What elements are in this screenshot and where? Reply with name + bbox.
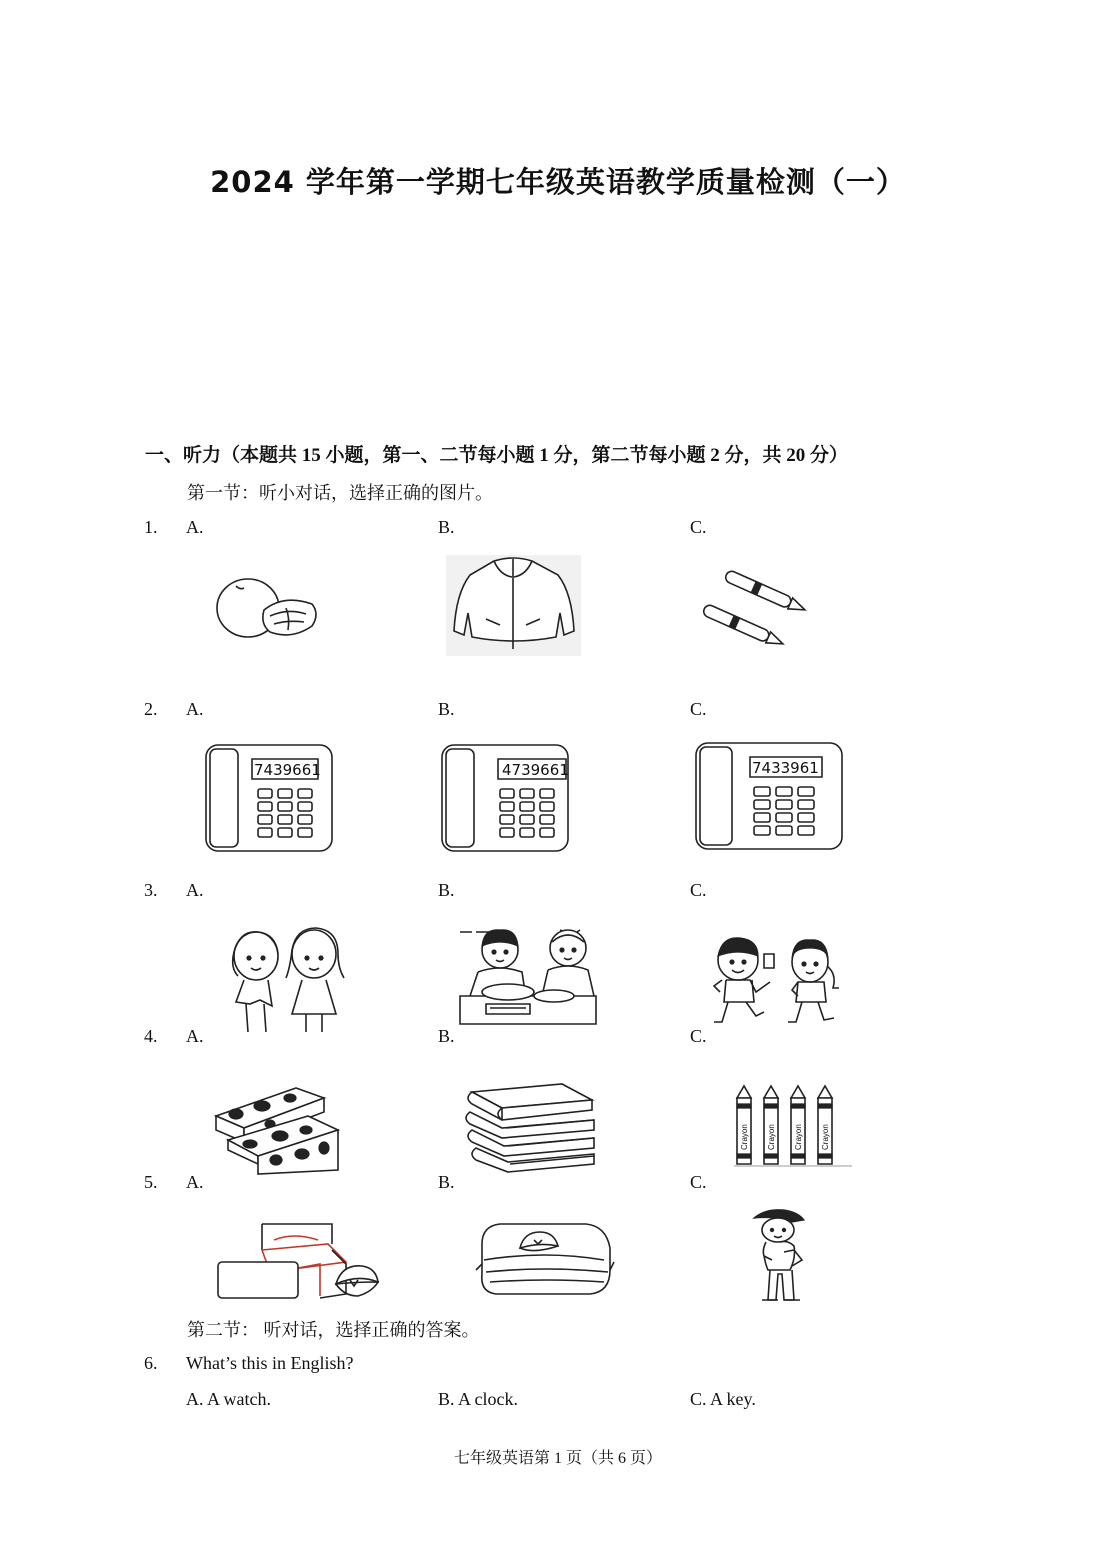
option-label-c: C. — [690, 880, 707, 900]
section-heading: 一、听力（本题共 15 小题，第一、二节每小题 1 分，第二节每小题 2 分，共 20 分） — [145, 445, 849, 466]
two-girls-picture — [220, 926, 348, 1034]
option-label-b: B. — [438, 1172, 455, 1192]
boy-with-cap-picture — [748, 1206, 812, 1304]
question-number: 1. — [144, 517, 158, 537]
option-label-c: C. — [690, 517, 707, 537]
option-label-a: A. — [186, 1172, 204, 1192]
answer-option-b[interactable]: B. A clock. — [438, 1389, 518, 1409]
question-number: 4. — [144, 1026, 158, 1046]
part2-instruction: 第二节： 听对话，选择正确的答案。 — [187, 1320, 480, 1340]
boy-and-girl-picture — [706, 936, 846, 1028]
phone-number-display: 7433961 — [752, 759, 819, 777]
phone-number-display: 7439661 — [254, 761, 321, 779]
question-number: 2. — [144, 699, 158, 719]
orange-picture — [214, 572, 322, 644]
question-text: What’s this in English? — [186, 1353, 354, 1373]
crayon-2 — [764, 1086, 778, 1164]
crayon-4 — [818, 1086, 832, 1164]
page-title: 2024 学年第一学期七年级英语教学质量检测（一） — [210, 165, 906, 199]
stack-of-books-picture — [462, 1082, 598, 1174]
page-footer: 七年级英语第 1 页（共 6 页） — [453, 1450, 662, 1467]
option-label-a: A. — [186, 880, 204, 900]
option-label-b: B. — [438, 517, 455, 537]
option-label-a: A. — [186, 1026, 204, 1046]
option-label-b: B. — [438, 1026, 455, 1046]
crayon-3 — [791, 1086, 805, 1164]
phone-number-display: 4739661 — [502, 761, 569, 779]
crayon-1 — [737, 1086, 751, 1164]
option-label-b: B. — [438, 699, 455, 719]
pens-picture — [694, 569, 812, 653]
option-label-c: C. — [690, 699, 707, 719]
answer-option-a[interactable]: A. A watch. — [186, 1389, 271, 1409]
telephone-picture-b — [440, 743, 570, 853]
crayon-label: Crayon — [821, 1124, 830, 1150]
crayon-label: Crayon — [740, 1124, 749, 1150]
boys-cooking-picture — [456, 926, 606, 1026]
jacket-picture — [446, 555, 581, 656]
option-label-a: A. — [186, 699, 204, 719]
answer-option-c[interactable]: C. A key. — [690, 1389, 756, 1409]
eraser-box-picture — [206, 1086, 342, 1176]
question-number: 6. — [144, 1353, 158, 1373]
telephone-picture-a — [204, 743, 334, 853]
option-label-c: C. — [690, 1026, 707, 1046]
telephone-picture-c — [694, 741, 844, 851]
question-number: 3. — [144, 880, 158, 900]
crayons-picture — [734, 1084, 854, 1170]
question-number: 5. — [144, 1172, 158, 1192]
option-label-c: C. — [690, 1172, 707, 1192]
option-label-b: B. — [438, 880, 455, 900]
folded-quilt-with-cap-picture — [472, 1218, 616, 1300]
option-label-a: A. — [186, 517, 204, 537]
crayon-label: Crayon — [767, 1124, 776, 1150]
bed-with-cap-picture — [214, 1220, 384, 1302]
crayon-label: Crayon — [794, 1124, 803, 1150]
part1-instruction: 第一节：听小对话，选择正确的图片。 — [187, 483, 493, 503]
